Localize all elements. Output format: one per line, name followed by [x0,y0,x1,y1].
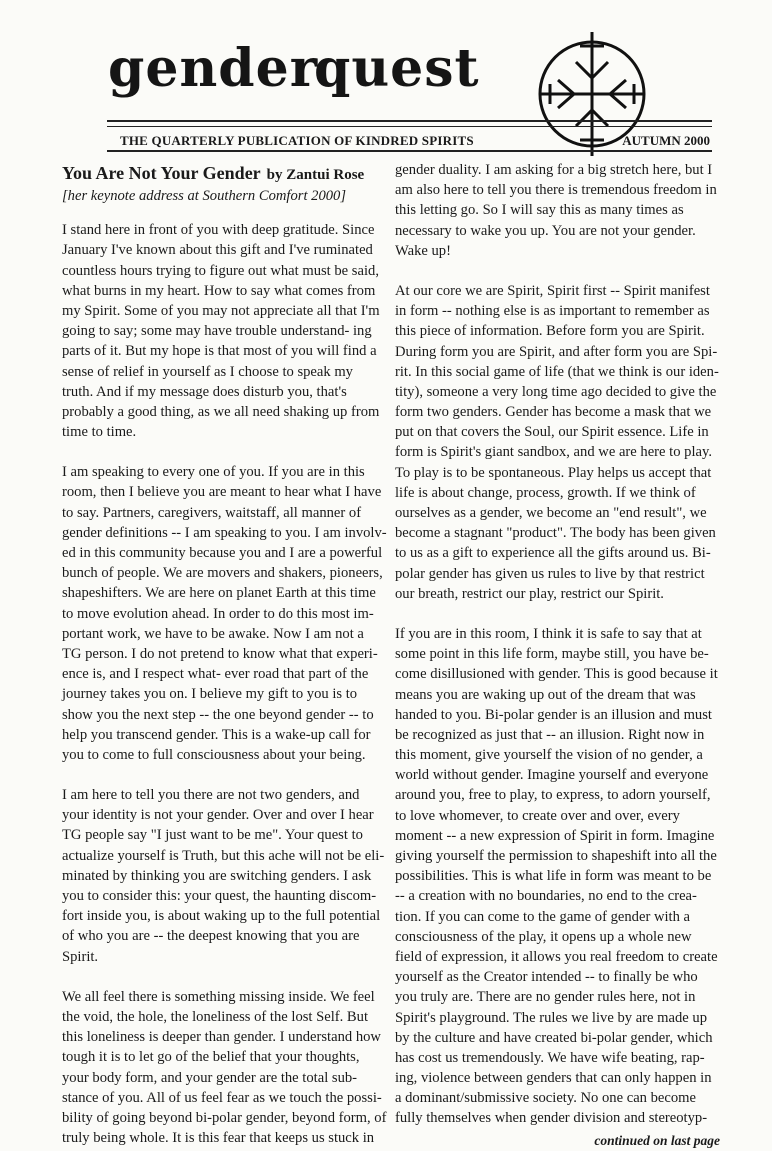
article-text-line: If you are in this room, I think it is safe to say that at [395,625,702,642]
article-text-line: handed to you. Bi-polar gender is an illusion and must [395,706,712,723]
masthead-rule-bottom [107,150,712,152]
article-text-line: journey takes you on. I believe my gift to you is to [62,686,358,703]
article-text-line: to love whomever, to create over and over, every [395,807,680,824]
article-text-line: life is about change, process, growth. If we think of [395,484,696,501]
article-text-line: stance of you. All of us feel fear as we touch the possi- [62,1089,382,1106]
article-text-line: We all feel there is something missing inside. We feel [62,988,375,1005]
article-text-line: to us as a gift to experience all the gifts around us. Bi- [395,545,711,562]
article-text-line: going to say; some may have trouble understand- ing [62,323,372,340]
paragraph-gap [62,765,384,785]
article-text-line: form two genders. Gender has become a mask that we [395,404,712,421]
article-text-line: truth. And if my message does disturb you, that's [62,383,347,400]
article-text-line: this loneliness is deeper than gender. I understand how [62,1029,381,1046]
masthead-title [108,38,528,118]
article-text-line: bunch of people. We are movers and shakers, pioneers, [62,565,383,582]
article-text-line: portant work, we have to be awake. Now I am not a [62,625,364,642]
masthead-subtitle: THE QUARTERLY PUBLICATION OF KINDRED SPIRITS [120,133,474,148]
article-text-line: field of expression, it allows you real freedom to create [395,948,718,965]
article-text-line: time to time. [62,424,137,441]
continued-note: continued on last page [594,1132,720,1148]
article-text-line: some point in this life form, maybe still, you have be- [395,646,709,663]
article-text-line: TG people say "I just want to be me". Your quest to [62,827,363,844]
article-text-line: truly being whole. It is this fear that keeps us stuck in [62,1130,375,1147]
article-text-line: ence is, and I respect what- ever road that part of the [62,666,369,683]
article-text-line: become a stagnant "product". The body has been given [395,525,716,542]
article-text-line: has cost us tremendously. We have wife beating, rap- [395,1049,705,1066]
article-text-line: your body form, and your gender are the total sub- [62,1069,358,1086]
article-text-line: sense of relief in yourself as I choose to speak my [62,363,353,380]
article-left-body [62,220,387,1148]
article-text-line: help you transcend gender. This is a wake-up call for [62,726,371,743]
article-text-line: what burns in my heart. How to say what comes from [62,282,376,299]
article-text-line: by the culture and have created bi-polar gender, which [395,1029,713,1046]
article-text-line: I am here to tell you there are not two genders, and [62,787,360,804]
article-text-line: tity), someone a very long time ago decided to give the [395,383,717,400]
article-text-line: rit. In this social game of life (that we think is our iden- [395,363,719,380]
article-text-line: yourself as the Creator intended -- to finally be who [395,969,698,986]
article-text-line: Wake up! [395,242,451,259]
article-text-line: possibilities. This is what life in form was meant to be [395,868,712,885]
article-text-line: to say. Partners, caregivers, waitstaff, all manner of [62,504,362,521]
paragraph-gap [62,967,384,987]
article-text-line: means you are waking up out of the dream that was [395,686,696,703]
article-text-line: ing, violence between genders that can only happen in [395,1070,712,1087]
article-text-line: this piece of information. Before form you are Spirit. [395,323,705,340]
article-text-line: consciousness of the play, it opens up a whole new [395,928,692,945]
article-text-line: I stand here in front of you with deep gratitude. Since [62,222,375,239]
article-text-line: gender definitions -- I am speaking to you. I am involv- [62,524,387,541]
paragraph-gap [62,442,384,462]
article-text-line: Spirit. [62,948,99,965]
article-text-line: fully themselves when gender division and stereotyp- [395,1110,708,1127]
paragraph-gap [395,261,720,281]
article-text-line: tion. If you can come to the game of gender with a [395,908,691,925]
article-text-line: of who you are -- the deepest knowing that you are [62,928,360,945]
article-subhead: [her keynote address at Southern Comfort 2000] [62,188,347,204]
article-text-line: moment -- a new expression of Spirit in form. Imagine [395,827,715,844]
article-text-line: this moment, give yourself the vision of no gender, a [395,747,703,764]
article-text-line: TG person. I do not pretend to know what that experi- [62,645,378,662]
article-text-line: bility of going beyond bi-polar gender, beyond form, of [62,1109,387,1126]
article-text-line: world without gender. Imagine yourself and everyone [395,767,709,784]
article-text-line: At our core we are Spirit, Spirit first -- Spirit manifest [395,282,710,299]
article-text-line: our breath, restrict our play, restrict our Spirit. [395,585,664,602]
article-text-line: this letting go. So I will say this as many times as [395,202,684,219]
article-text-line: form is Spirit's giant sandbox, and we are here to play. [395,444,712,461]
article-text-line: fort inside you, is about waking up to the full potential [62,908,381,925]
article-text-line: in form -- nothing else is as important to remember as [395,303,710,320]
article-text-line: actualize yourself is Truth, but this ache will not be eli- [62,847,385,864]
article-title: You Are Not Your Gender [62,163,261,183]
article-text-line: the void, the hole, the loneliness of the lost Self. But [62,1008,369,1025]
article-text-line: tough it is to let go of the belief that your thoughts, [62,1049,360,1066]
article-text-line: your identity is not your gender. Over and over I hear [62,807,374,824]
article-text-line: show you the next step -- the one beyond gender -- to [62,706,374,723]
article-text-line: -- a creation with no boundaries, no end to the crea- [395,888,697,905]
article-text-line: countless hours trying to figure out what must be said, [62,262,379,279]
paragraph-gap [395,604,720,624]
article-byline: by Zantui Rose [266,167,365,183]
article-text-line: gender duality. I am asking for a big stretch here, but I [395,162,713,178]
masthead-title-right: quest [314,38,480,99]
article-text-line: you to consider this: your quest, the haunting discom- [62,888,377,905]
article-text-line: room, then I believe you are meant to hear what I have [62,484,382,501]
masthead-rule-thin [107,126,712,127]
article-column-right [395,160,720,1151]
article-headline [62,162,384,186]
article-text-line: come disillusioned with gender. This is good because it [395,666,718,683]
article-text-line: you to come to full consciousness about your being. [62,746,366,763]
article-column-left [62,160,387,1148]
masthead-title-left: gender [108,38,319,99]
article-text-line: am also here to tell you there is tremendous freedom in [395,182,717,199]
article-text-line: put on that covers the Soul, our Spirit essence. Life in [395,424,709,441]
article-text-line: I am speaking to every one of you. If you are in this [62,464,365,481]
masthead-rule-top [107,120,712,122]
issue-edition: AUTUMN 2000 [622,133,710,148]
article-right-body [395,160,720,1129]
article-text-line: Spirit's playground. The rules we live by are made up [395,1009,707,1026]
article-text-line: a dominant/submissive society. No one can become [395,1090,696,1107]
article-text-line: my Spirit. Some of you may not appreciate all that I'm [62,302,380,319]
article-text-line: around you, free to play, to express, to adorn yourself, [395,787,711,804]
article-text-line: January I've known about this gift and I've ruminated [62,242,373,259]
article-text-line: probably a good thing, as we all need shaking up from [62,403,380,420]
article-text-line: minated by thinking you are switching genders. I ask [62,867,372,884]
article-text-line: you truly are. There are no gender rules here, not in [395,989,696,1006]
article-text-line: polar gender has given us rules to live by that restrict [395,565,705,582]
article-text-line: ed in this community because you and I are a powerful [62,545,383,562]
article-text-line: necessary to wake you up. You are not your gender. [395,222,696,239]
article-text-line: During form you are Spirit, and after form you are Spi- [395,343,718,360]
article-text-line: shapeshifters. We are here on planet Earth at this time [62,585,376,602]
article-text-line: To play is to be spontaneous. Play helps us accept that [395,464,712,481]
article-text-line: giving yourself the permission to shapeshift into all the [395,848,717,864]
article-text-line: be recognized as just that -- an illusion. Right now in [395,726,705,743]
article-text-line: parts of it. But my hope is that most of you will find a [62,343,377,360]
article-text-line: ourselves as a gender, we become an "end result", we [395,505,707,521]
article-text-line: to move evolution ahead. In order to do this most im- [62,605,374,622]
